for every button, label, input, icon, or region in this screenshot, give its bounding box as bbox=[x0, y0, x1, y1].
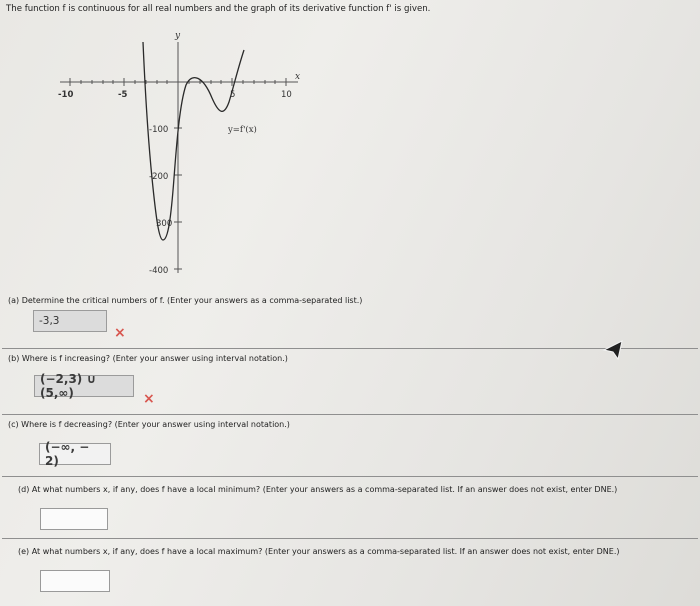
problem-statement: The function f is continuous for all real numbers and the graph of its derivative function f' is given. bbox=[6, 4, 431, 14]
divider bbox=[2, 538, 698, 539]
divider bbox=[2, 476, 698, 477]
x-tick-label: 10 bbox=[281, 90, 292, 100]
answer-a-field[interactable]: -3,3 bbox=[33, 310, 107, 332]
x-tick-label: -10 bbox=[58, 90, 74, 100]
wrong-x-icon: × bbox=[114, 325, 126, 341]
answer-c-field[interactable]: (−∞, − 2) bbox=[39, 443, 111, 465]
x-tick-label: -5 bbox=[118, 90, 128, 100]
y-axis-label: y bbox=[175, 31, 181, 41]
divider bbox=[2, 414, 698, 415]
derivative-curve bbox=[143, 42, 244, 240]
divider bbox=[2, 348, 698, 349]
question-a-text: (a) Determine the critical numbers of f. (Enter your answers as a comma-separated list.) bbox=[8, 296, 363, 305]
x-tick-label: 5 bbox=[230, 90, 236, 100]
answer-b-field[interactable]: (−2,3) ∪ (5,∞) bbox=[34, 375, 134, 397]
y-tick-label: -400 bbox=[149, 266, 169, 276]
y-tick-label: 300 bbox=[156, 219, 173, 229]
question-b-text: (b) Where is f increasing? (Enter your answer using interval notation.) bbox=[8, 354, 288, 363]
answer-e-field[interactable] bbox=[40, 570, 110, 592]
derivative-graph bbox=[40, 28, 320, 288]
y-tick-label: -100 bbox=[149, 125, 169, 135]
mouse-cursor-icon bbox=[602, 339, 624, 361]
wrong-x-icon: × bbox=[143, 391, 155, 407]
question-e-text: (e) At what numbers x, if any, does f have a local maximum? (Enter your answers as a comma-separated list. If an answer does not exist, enter DNE.) bbox=[18, 547, 620, 556]
y-tick-label: -200 bbox=[149, 172, 169, 182]
curve-label: y=f'(x) bbox=[228, 125, 257, 135]
x-axis-label: x bbox=[295, 72, 301, 82]
question-c-text: (c) Where is f decreasing? (Enter your answer using interval notation.) bbox=[8, 420, 290, 429]
answer-d-field[interactable] bbox=[40, 508, 108, 530]
question-d-text: (d) At what numbers x, if any, does f have a local minimum? (Enter your answers as a comma-separated list. If an answer does not exist, enter DNE.) bbox=[18, 485, 618, 494]
